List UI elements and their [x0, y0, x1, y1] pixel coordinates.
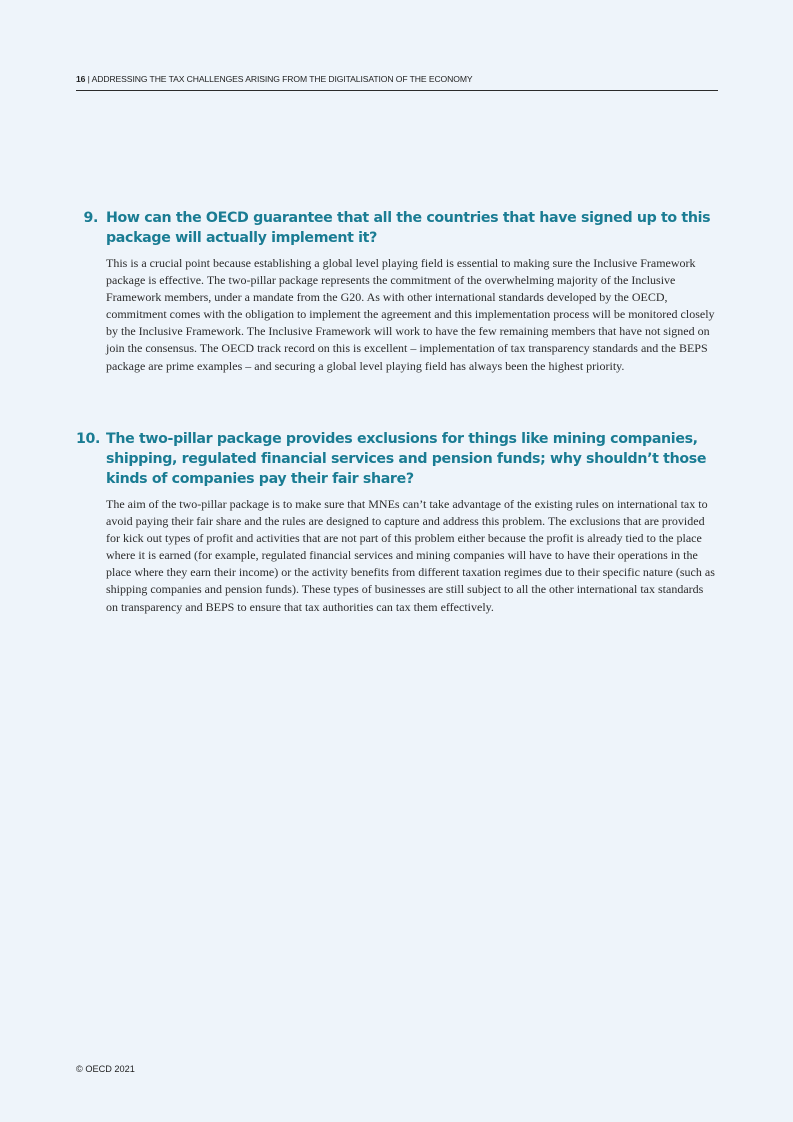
answer-paragraph: The aim of the two-pillar package is to make sure that MNEs can’t take advantage of the existing rules on international tax to avoid paying their fair share and the rules are designed to capture and address this problem. The exclusions that are provided for kick out types of profit and activities that are not part of this problem either because the profit is already tied to the place where it is earned (for example, regulated financial services and mining companies will have to have their operations in the place where they earn their income) or the activity benefits from different taxation regimes due to their specific nature (such as shipping companies and pension funds). These types of businesses are still subject to all the other international tax standards on transparency and BEPS to ensure that tax authorities can tax them effectively.: [106, 497, 715, 614]
question-title: The two-pillar package provides exclusions for things like mining companies, shipping, regulated financial services and pension funds; why shouldn’t those kinds of companies pay their fair share?: [106, 431, 707, 487]
question-heading: [76, 429, 726, 489]
question-9: [76, 208, 726, 375]
running-header: [76, 74, 718, 84]
question-number: 9.: [83, 210, 98, 226]
running-title: ADDRESSING THE TAX CHALLENGES ARISING FROM THE DIGITALISATION OF THE ECONOMY: [91, 74, 473, 84]
answer-paragraph: This is a crucial point because establishing a global level playing field is essential to making sure the Inclusive Framework package is effective. The two-pillar package represents the commitment of the overwhelming majority of the Inclusive Framework members, under a mandate from the G20. As with other international standards developed by the OECD, commitment comes with the obligation to implement the agreement and this implementation process will be monitored closely by the Inclusive Framework. The Inclusive Framework will work to have the few remaining members that have not signed on join the consensus. The OECD track record on this is excellent – implementation of tax transparency standards and the BEPS package are prime examples – and securing a global level playing field has always been the highest priority.: [106, 256, 715, 373]
question-title: How can the OECD guarantee that all the countries that have signed up to this package will actually implement it?: [106, 210, 711, 246]
copyright-footer: © OECD 2021: [76, 1064, 135, 1074]
header-rule: [76, 90, 718, 91]
question-heading: [76, 208, 726, 248]
page-number: 16: [76, 74, 86, 84]
question-10: [76, 429, 726, 616]
question-number: 10.: [76, 431, 101, 447]
header-separator: |: [85, 74, 92, 84]
